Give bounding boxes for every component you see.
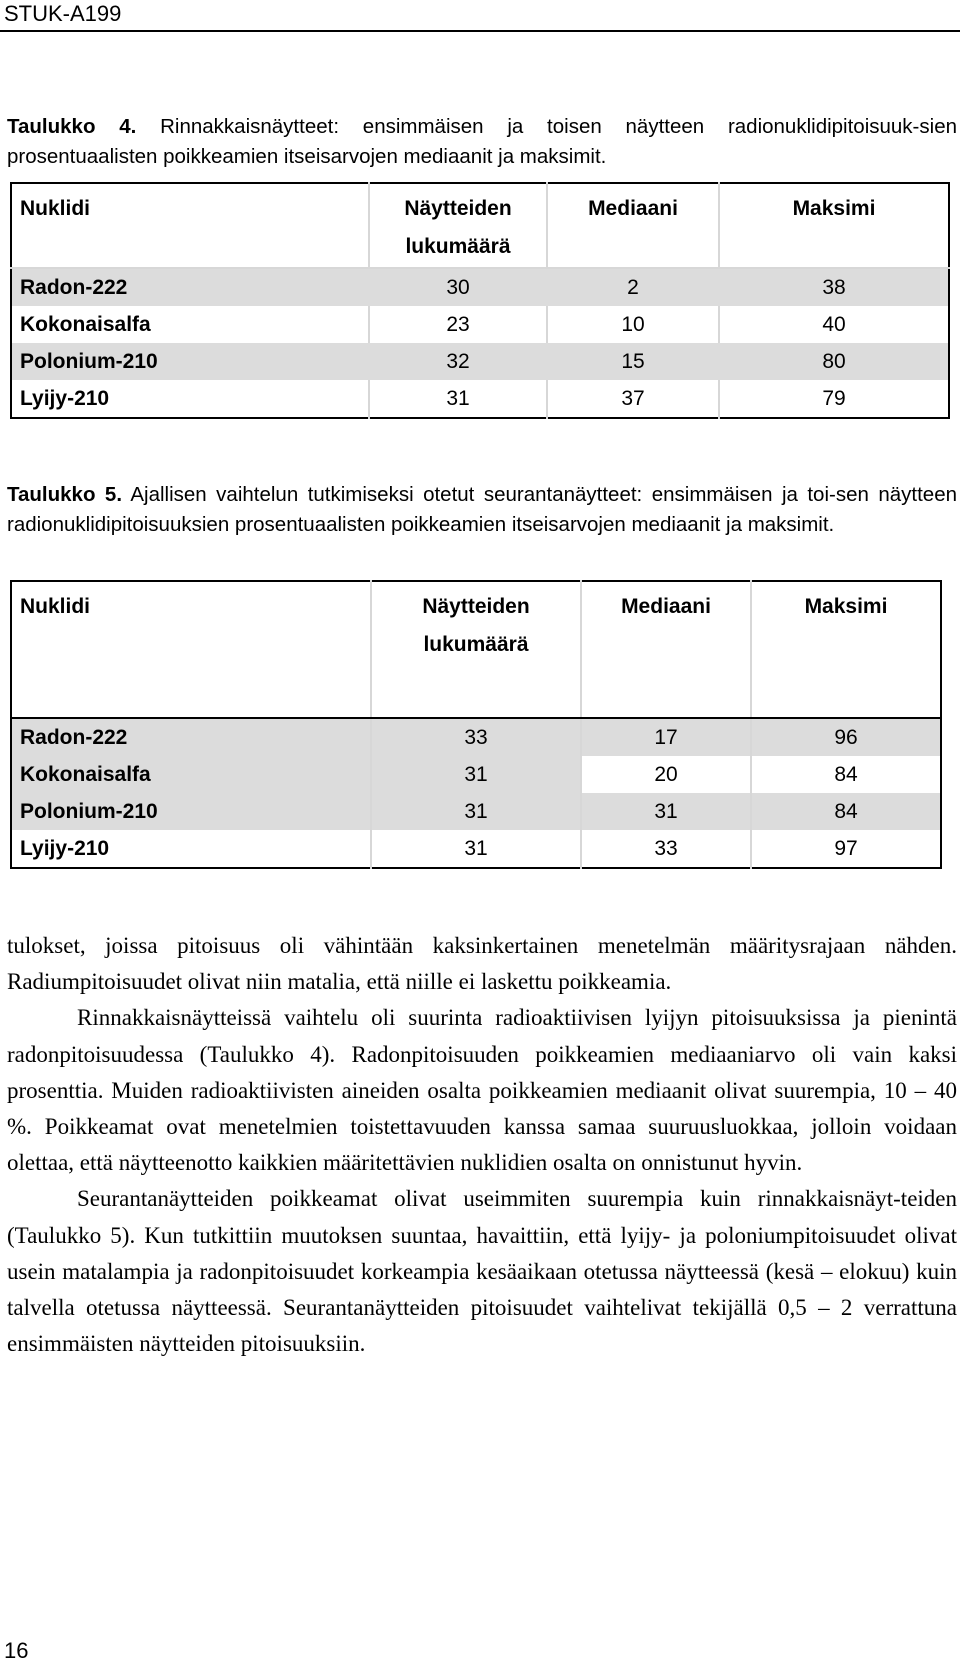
table5-caption-label: Taulukko 5. (7, 483, 123, 506)
table-cell: 31 (581, 793, 751, 830)
column-header: Maksimi (751, 581, 941, 718)
paragraph: Rinnakkaisnäytteissä vaihtelu oli suurinta radioaktiivisen lyijyn pitoisuuksissa ja pienintä radonpitoisuudessa (Taulukko 4). Radonpitoisuuden poikkeamien mediaaniarvo oli vain kaksi prosenttia. Muiden radioaktiivisten aineiden osalta poikkeamien mediaanit olivat suurempia, 10 – 40 %. Poikkeamat ovat menetelmien toistettavuuden kanssa samaa suuruusluokkaa, jolloin voidaan olettaa, että näytteenotto kaikkien määritettävien nuklidien osalta on onnistunut hyvin. (7, 1005, 957, 1176)
table-cell: 79 (822, 387, 846, 410)
table-cell: 23 (369, 306, 547, 343)
table-cell: 84 (751, 793, 941, 830)
table-cell: 31 (371, 830, 581, 868)
table-cell: 38 (719, 268, 949, 306)
table-cell: 15 (547, 343, 719, 380)
page-number: 16 (4, 1638, 29, 1663)
table-cell: 40 (822, 313, 846, 336)
table-cell: 32 (369, 343, 547, 380)
table-cell: 37 (547, 380, 719, 418)
table-header-row (11, 581, 941, 718)
table5-caption-text: Ajallisen vaihtelun tutkimiseksi otetut seurantanäytteet: ensimmäisen ja toi-sen näytteen radionuklidipitoisuuksien prosentuaalisten poikkeamien itseisarvojen mediaanit ja maksimit. (7, 483, 957, 536)
table-cell: Radon-222 (11, 718, 371, 756)
table-cell: 84 (751, 756, 941, 793)
table-cell: Polonium-210 (11, 343, 369, 380)
table-cell: 17 (581, 718, 751, 756)
table-cell: Polonium-210 (11, 793, 371, 830)
table-cell: Kokonaisalfa (11, 756, 371, 793)
table-cell: 31 (371, 756, 581, 793)
table-row (11, 793, 941, 830)
table-cell: Lyijy-210 (11, 380, 369, 418)
table-cell: 30 (369, 268, 547, 306)
table-5 (10, 580, 942, 869)
table-cell: Lyijy-210 (11, 830, 371, 868)
table-row (11, 343, 949, 380)
table-cell: 97 (834, 837, 858, 860)
column-header: Mediaani (547, 183, 719, 268)
running-header: STUK-A199 (4, 1, 122, 26)
column-header: Näytteiden lukumäärä (369, 183, 547, 268)
table-cell: 33 (371, 718, 581, 756)
column-header: Nuklidi (11, 183, 369, 268)
table-row (11, 268, 949, 306)
table-cell: Radon-222 (11, 268, 369, 306)
table4-caption (7, 112, 957, 172)
table-cell: 31 (371, 793, 581, 830)
table-row (11, 830, 941, 868)
table-row (11, 756, 941, 793)
paragraph: Seurantanäytteiden poikkeamat olivat useimmiten suurempia kuin rinnakkaisnäyt-teiden (Taulukko 5). Kun tutkittiin muutoksen suuntaa, havaittiin, että lyijy- ja poloniumpitoisuudet olivat usein matalampia ja radonpitoisuudet korkeampia kesäaikaan otetussa näytteessä (kesä – elokuu) kuin talvella otetussa näytteessä. Seurantanäytteiden pitoisuudet vaihtelivat tekijällä 0,5 – 2 verrattuna ensimmäisten näytteiden pitoisuuksiin. (7, 1186, 957, 1357)
table5-caption (7, 480, 957, 540)
table-row (11, 380, 949, 418)
header-rule (0, 30, 960, 32)
table-cell: Kokonaisalfa (11, 306, 369, 343)
table-cell: 80 (719, 343, 949, 380)
table-row (11, 718, 941, 756)
column-header: Maksimi (719, 183, 949, 268)
column-header: Mediaani (581, 581, 751, 718)
table-cell: 96 (751, 718, 941, 756)
table-header-row (11, 183, 949, 268)
paragraph: tulokset, joissa pitoisuus oli vähintään kaksinkertainen menetelmän määritysrajaan nähden. Radiumpitoisuudet olivat niin matalia, että niille ei laskettu poikkeamia. (7, 933, 957, 995)
table-cell: 20 (581, 756, 751, 793)
table-cell: 31 (369, 380, 547, 418)
table-cell: 33 (581, 830, 751, 868)
column-header: Nuklidi (11, 581, 371, 718)
column-header: Näytteiden lukumäärä (371, 581, 581, 718)
table-cell: 2 (547, 268, 719, 306)
body-text (7, 928, 957, 1362)
table-cell: 10 (547, 306, 719, 343)
table4-caption-label: Taulukko 4. (7, 115, 137, 138)
table4-caption-text: Rinnakkaisnäytteet: ensimmäisen ja toisen näytteen radionuklidipitoisuuk-sien prosentuaalisten poikkeamien itseisarvojen mediaanit ja maksimit. (7, 115, 957, 168)
table-row (11, 306, 949, 343)
table-4 (10, 182, 950, 419)
